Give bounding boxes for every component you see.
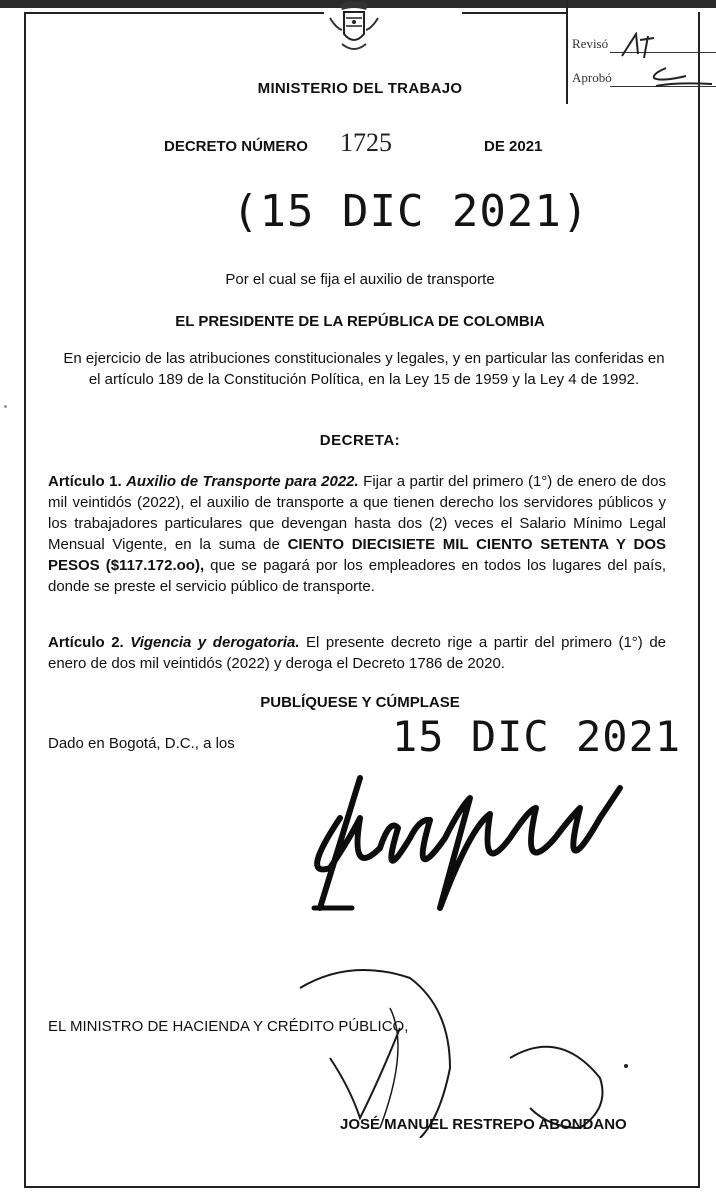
signing-date-stamp: 15 DIC 2021 (392, 712, 682, 761)
president-signature-icon (280, 758, 660, 928)
frame-top-left-rule (24, 12, 324, 14)
article-1-text: Fijar a partir del primero (1°) de enero de dos mil veintidós (2022), el auxilio de transporte a que tienen derecho los servidores públicos y los trabajadores particulares que devengan hasta dos (2) veces el Salario Mínimo Legal Mensual Vigente, en la suma de (48, 473, 666, 553)
minister-title: EL MINISTRO DE HACIENDA Y CRÉDITO PÚBLICO, (48, 1018, 409, 1035)
minister-signature-icon (290, 968, 640, 1138)
article-2-text: El presente decreto rige a partir del primero (1°) de enero de dos mil veintidós (2022) y deroga el Decreto 1786 de 2020. (48, 634, 666, 672)
scan-speck (4, 405, 7, 408)
article-1-text-after: que se pagará por los empleadores en todos los lugares del país, donde se preste el servicio público de transporte. (48, 557, 667, 595)
issue-date-stamp: (15 DIC 2021) (232, 186, 590, 237)
approved-label: Aprobó (572, 70, 612, 85)
ink-dot (624, 1064, 628, 1068)
decree-number: 1725 (340, 128, 392, 157)
issuing-authority: EL PRESIDENTE DE LA REPÚBLICA DE COLOMBIA (175, 313, 545, 330)
ministry-name: MINISTERIO DEL TRABAJO (257, 80, 463, 97)
article-2-number: Artículo 2. (48, 634, 124, 651)
decree-year: DE 2021 (484, 138, 543, 155)
decree-label: DECRETO NÚMERO (164, 138, 308, 155)
article-1 (48, 471, 666, 597)
article-2-title: Vigencia y derogatoria. (130, 634, 300, 651)
article-1-title: Auxilio de Transporte para 2022. (126, 473, 359, 490)
decreta-heading: DECRETA: (319, 432, 401, 449)
decree-subtitle: Por el cual se fija el auxilio de transporte (225, 271, 495, 288)
given-in-location: Dado en Bogotá, D.C., a los (48, 735, 235, 752)
coat-of-arms-icon (322, 0, 386, 60)
reviewer-initials-icon (618, 32, 678, 60)
article-1-number: Artículo 1. (48, 473, 122, 490)
preamble-paragraph: En ejercicio de las atribuciones constitucionales y legales, y en particular las conferidas en el artículo 189 de la Constitución Política, en la Ley 15 de 1959 y la Ley 4 de 1992. (63, 350, 665, 388)
reviewed-label: Revisó (572, 36, 609, 51)
article-2 (48, 632, 666, 674)
frame-top-right-rule (462, 12, 568, 14)
minister-name: JOSÉ MANUEL RESTREPO ABONDANO (340, 1116, 627, 1133)
article-1-amount: CIENTO DIECISIETE MIL CIENTO SETENTA Y DOS PESOS ($117.172.oo), (48, 536, 666, 574)
publish-clause: PUBLÍQUESE Y CÚMPLASE (260, 694, 460, 711)
